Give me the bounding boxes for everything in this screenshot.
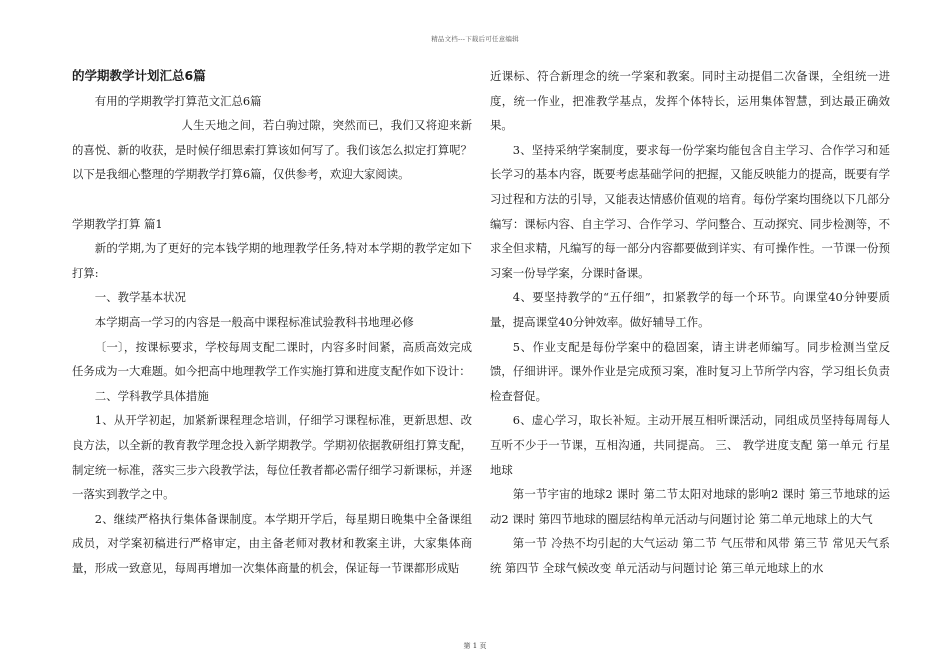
paragraph: 6、虚心学习，取长补短。主动开展互相听课活动，同组成员坚持每周每人互听不少于一节课，互相沟通，共同提高。 三、 教学进度支配 第一单元 行星地球 xyxy=(490,413,890,477)
header-note: 精品文档---下载后可任意编辑 xyxy=(431,35,519,43)
right-column xyxy=(490,64,890,580)
paragraph: 一、教学基本状况 xyxy=(94,290,186,305)
paragraph: 1、从开学初起，加紧新课程理念培训，仔细学习课程标准，更新思想、改良方法，以全新的教育教学理念投入新学期教学。学期初依据教研组打算支配，制定统一标准，落实三步六段教学法，每位任教者都必需仔细学习新课标，并逐一落实到教学之中。 xyxy=(72,413,472,502)
intro-paragraph: 人生天地之间，若白驹过隙，突然而已，我们又将迎来新的喜悦、新的收获，是时候仔细思索打算该如何写了。我们该怎么拟定打算呢？以下是我细心整理的学期教学打算6篇，仅供参考，欢迎大家阅读。 xyxy=(72,118,472,182)
paragraph: 2、继续严格执行集体备课制度。本学期开学后，每星期日晚集中全备课组成员，对学案初稿进行严格审定，由主备老师对教材和教案主讲，大家集体商量，形成一致意见，每周再增加一次集体商量的机会，保证每一节课都形成贴 xyxy=(72,511,472,575)
paragraph: 二、学科教学具体措施 xyxy=(94,388,209,403)
paragraph: 本学期高一学习的内容是一般高中课程标准试验教科书地理必修 xyxy=(94,314,414,329)
paragraph: 5、作业支配是每份学案中的稳固案，请主讲老师编写。同步检测当堂反馈，仔细讲评。课外作业是完成预习案，准时复习上节所学内容，学习组长负责检查督促。 xyxy=(490,339,890,403)
paragraph: 〔一〕，按课标要求，学校每周支配二课时，内容多时间紧，高质高效完成任务成为一大难题。如今把高中地理教学工作实施打算和进度支配作如下设计： xyxy=(72,339,472,379)
paragraph: 第一节宇宙的地球2 课时 第二节太阳对地球的影响2 课时 第三节地球的运动2 课时 第四节地球的圈层结构单元活动与问题讨论 第二单元地球上的大气 xyxy=(490,487,890,526)
blank-line xyxy=(72,187,472,212)
paragraph: 4、要坚持教学的“五仔细”，扣紧教学的每一个环节。向课堂40分钟要质量，提高课堂40分钟效率。做好辅导工作。 xyxy=(490,290,890,329)
page-number: 第 1 页 xyxy=(463,642,487,650)
paragraph: 3、坚持采纳学案制度，要求每一份学案均能包含自主学习、合作学习和延长学习的基本内容，既要考虑基础学问的把握，又能反映能力的提高，既要有学习过程和方法的引导，又能表达情感价值观的培育。每份学案均围绕以下几部分编写：课标内容、自主学习、合作学习、学问整合、互动探究、同步检测等，不求全但求精，凡编写的每一部分内容都要做到详实、有可操作性。一节课一份预习案一份导学案，分课时备课。 xyxy=(490,142,890,280)
paragraph: 新的学期,为了更好的完本钱学期的地理教学任务,特对本学期的教学定如下打算: xyxy=(72,241,472,280)
document-subtitle: 有用的学期教学打算范文汇总6篇 xyxy=(94,93,262,108)
document-title: 的学期教学计划汇总6篇 xyxy=(72,68,206,83)
paragraph: 近课标、符合新理念的统一学案和教案。同时主动提倡二次备课，全组统一进度，统一作业，把准教学基点，发挥个体特长，运用集体智慧，到达最正确效果。 xyxy=(490,69,890,133)
paragraph: 第一节 冷热不均引起的大气运动 第二节 气压带和风带 第三节 常见天气系统 第四节 全球气候改变 单元活动与问题讨论 第三单元地球上的水 xyxy=(490,536,890,575)
left-column xyxy=(72,64,472,580)
section-heading: 学期教学打算 篇1 xyxy=(72,216,163,231)
